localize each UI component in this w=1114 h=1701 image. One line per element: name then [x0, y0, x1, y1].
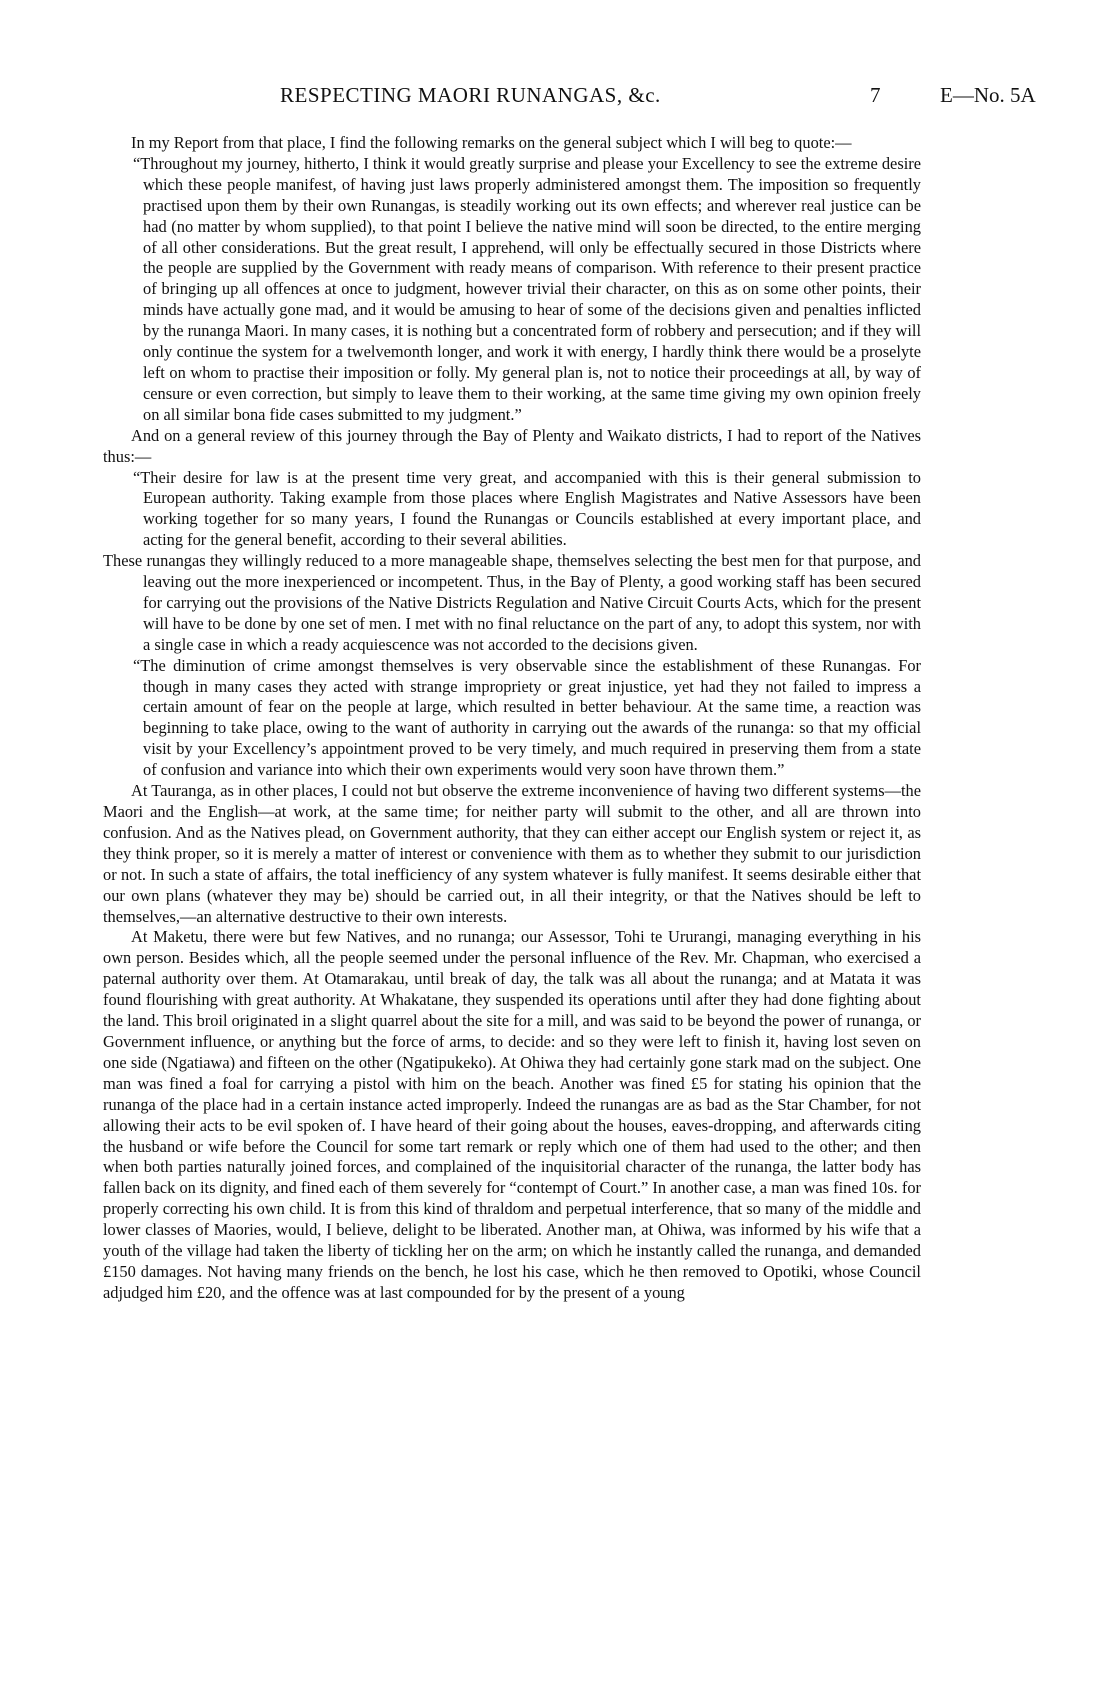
running-title: RESPECTING MAORI RUNANGAS, &c. — [280, 83, 661, 107]
quote-journey-remarks: “Throughout my journey, hitherto, I think it would greatly surprise and please your Excellency to see the extreme desire which these people manifest, of having just laws properly administered amongst them. The imposition so frequently practised upon them by their own Runangas, is steadily working out its own effects; and wherever real justice can be had (no matter by whom supplied), to that point I believe the native mind will soon be directed, to the entire merging of all other considerations. But the great result, I apprehend, will only be effectually secured in those Districts where the people are supplied by the Government with ready means of comparison. With reference to their present practice of bringing up all offences at once to judgment, however trivial their character, on this as on some other points, their minds have actually gone mad, and it would be amusing to hear of some of the decisions given and penalties inflicted by the runanga Maori. In many cases, it is nothing but a concentrated form of robbery and persecution; and if they will only continue the system for a twelvemonth longer, and work it with energy, I hardly think there would be a proselyte left on whom to practise their imposition or folly. My general plan is, not to notice their proceedings at all, by way of censure or even correction, but simply to leave them to their working, at the same time giving my own opinion freely on all similar bona fide cases submitted to my judgment.” — [133, 153, 921, 424]
quote-runangas-reduced: These runangas they willingly reduced to a more manageable shape, themselves selecting the best men for that purpose, and leaving out the more inexperienced or incompetent. Thus, in the Bay of Plenty, a good working staff has been secured for carrying out the provisions of the Native Districts Regulation and Native Circuit Courts Acts, which for the present will have to be done by one set of men. I met with no final reluctance on the part of any, to adopt this system, nor with a single case in which a ready acquiescence was not accorded to the decisions given. — [103, 551, 921, 654]
page-body — [103, 133, 921, 1304]
paragraph-intro: In my Report from that place, I find the following remarks on the general subject which I will beg to quote:— — [131, 133, 852, 152]
running-header — [0, 83, 1114, 113]
document-reference: E—No. 5A — [940, 83, 1036, 107]
page-number: 7 — [870, 83, 881, 107]
paragraph-tauranga: At Tauranga, as in other places, I could not but observe the extreme inconvenience of having two different systems—the Maori and the English—at work, at the same time; for neither party will submit to the other, and all are thrown into confusion. And as the Natives plead, on Government authority, that they can either accept our English system or reject it, as they think proper, so it is merely a matter of interest or convenience with them as to whether they submit to our jurisdiction or not. In such a state of affairs, the total inefficiency of any system whatever is fully manifest. It seems desirable either that our own plans (whatever they may be) should be carried out, in all their integrity, or that the Natives should be left to themselves,—an alternative destructive to their own interests. — [103, 781, 921, 926]
paragraph-general-review: And on a general review of this journey through the Bay of Plenty and Waikato districts, I had to report of the Natives thus:— — [103, 425, 921, 466]
quote-desire-for-law: “Their desire for law is at the present time very great, and accompanied with this is their general submission to European authority. Taking example from those places where English Magistrates and Native Assessors have been working together for so many years, I found the Runangas or Councils established at every important place, and acting for the general benefit, according to their several abilities. — [133, 467, 921, 550]
quote-diminution-of-crime: “The diminution of crime amongst themselves is very observable since the establishment of these Runangas. For though in many cases they acted with strange impropriety or great injustice, yet had they not failed to impress a certain amount of fear on the people at large, which resulted in better behaviour. At the same time, a reaction was beginning to take place, owing to the want of authority in carrying out the awards of the runanga: so that my official visit by your Excellency’s appointment proved to be very timely, and much required in preserving them from a state of confusion and variance into which their own experiments would very soon have thrown them.” — [133, 655, 921, 780]
paragraph-maketu: At Maketu, there were but few Natives, and no runanga; our Assessor, Tohi te Ururangi, managing everything in his own person. Besides which, all the people seemed under the personal influence of the Rev. Mr. Chapman, who exercised a paternal authority over them. At Otamarakau, until break of day, the talk was all about the runanga; and at Matata it was found flourishing with great authority. At Whakatane, they suspended its operations until after they had done fighting about the land. This broil originated in a slight quarrel about the site for a mill, and was said to be beyond the power of runanga, or Government influence, or anything but the force of arms, to decide: and so they were left to finish it, having lost seven on one side (Ngatiawa) and fifteen on the other (Ngatipukeko). At Ohiwa they had certainly gone stark mad on the subject. One man was fined a foal for carrying a pistol with him on the beach. Another was fined £5 for stating his opinion that the runanga of the place had in a certain instance acted improperly. Indeed the runangas are as bad as the Star Chamber, for not allowing their acts to be evil spoken of. I have heard of their going about the houses, eaves-dropping, and afterwards citing the husband or wife before the Council for some tart remark or reply which one of them had used to the other; and then when both parties naturally joined forces, and complained of the inquisitorial character of the runanga, the latter body has fallen back on its dignity, and fined each of them severely for “contempt of Court.” In another case, a man was fined 10s. for properly correcting his own child. It is from this kind of thraldom and perpetual interference, that so many of the middle and lower classes of Maories, would, I believe, delight to be liberated. Another man, at Ohiwa, was informed by his wife that a youth of the village had taken the liberty of tickling her on the arm; on which he instantly called the runanga, and demanded £150 damages. Not having many friends on the bench, he lost his case, which he then removed to Opotiki, whose Council adjudged him £20, and the offence was at last compounded for by the present of a young — [103, 927, 921, 1302]
